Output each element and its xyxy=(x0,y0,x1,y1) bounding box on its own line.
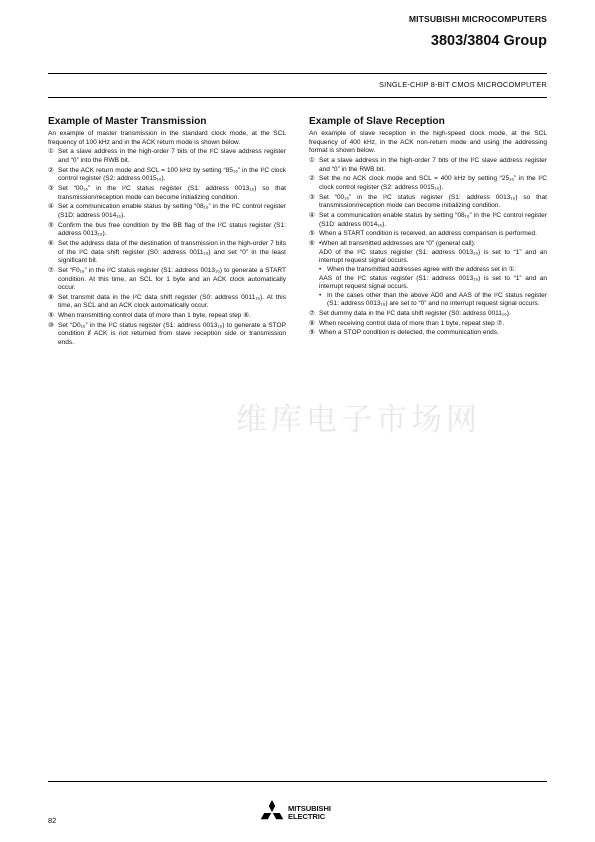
step-number: ② xyxy=(309,175,315,183)
company-logo xyxy=(258,800,331,826)
step-text: Set a communication enable status by setting “08₁₆” in the I²C control register (S1D: address 0014₁₆). xyxy=(319,211,547,228)
step-number: ① xyxy=(309,156,315,164)
step-number: ③ xyxy=(48,184,54,192)
condition-address-match-detail: AAS of the I²C status register (S1: address 0013₁₆) is set to “1” and an interrupt request signal occurs. xyxy=(319,274,547,291)
step-number: ⑥ xyxy=(48,239,54,247)
step-list xyxy=(48,148,286,347)
step-text: Set the address data of the destination of transmission in the high-order 7 bits of the I²C data shift register (S0: address 0011₁₆) and set “0” in the least significant bit. xyxy=(58,239,286,265)
step-number: ⑧ xyxy=(309,319,315,327)
step-item xyxy=(48,312,286,321)
step-item xyxy=(48,167,286,184)
step-text: Set a slave address in the high-order 7 bits of the I²C slave address register and “0” into the RWB bit. xyxy=(58,148,286,164)
step-item xyxy=(48,185,286,202)
condition-general-call: •When all transmitted addresses are “0” (general call): xyxy=(319,239,476,247)
step-text xyxy=(319,240,547,309)
page-number: 82 xyxy=(48,816,57,825)
step-item xyxy=(48,294,286,311)
step-text: When transmitting control data of more than 1 byte, repeat step ⑧. xyxy=(58,312,251,320)
footer-rule xyxy=(48,781,547,782)
step-item xyxy=(48,222,286,239)
step-number: ② xyxy=(48,166,54,174)
logo-wordmark xyxy=(288,805,331,821)
step-number: ⑦ xyxy=(309,310,315,318)
step-number: ① xyxy=(48,148,54,156)
step-number: ④ xyxy=(48,203,54,211)
three-diamonds-icon xyxy=(258,800,286,826)
step-text: Set a communication enable status by setting “08₁₆” in the I²C control register (S1D: address 0014₁₆). xyxy=(58,203,286,219)
master-transmission-column xyxy=(48,116,286,349)
step-list xyxy=(309,157,547,338)
step-text: Set the ACK return mode and SCL = 100 kHz by setting “85₁₆” in the I²C clock control register (S2: address 0015₁₆). xyxy=(58,166,286,183)
step-number: ④ xyxy=(309,211,315,219)
step-text: When a START condition is received, an address comparison is performed. xyxy=(319,230,537,238)
section-intro: An example of master transmission in the standard clock mode, at the SCL frequency of 100 kHz and in the ACK return mode is shown below. xyxy=(48,130,286,146)
header-rule xyxy=(48,73,547,74)
step-item xyxy=(309,212,547,229)
step-text: Set transmit data in the I²C data shift register (S0: address 0011₁₆). At this time, an SCL and an ACK clock automatically occur. xyxy=(58,293,286,310)
step-number: ⑤ xyxy=(48,221,54,229)
step-number: ⑤ xyxy=(309,230,315,238)
step-text: When receiving control data of more than 1 byte, repeat step ⑦. xyxy=(319,319,505,327)
step-text: Set dummy data in the I²C data shift register (S0: address 0011₁₆). xyxy=(319,310,511,318)
step-number: ⑦ xyxy=(48,266,54,274)
step-item xyxy=(309,320,547,329)
logo-line1: MITSUBISHI xyxy=(288,803,331,813)
step-text: Set “00₁₆” in the I²C status register (S1: address 0013₁₆) so that transmission/reception mode can become initializing condition. xyxy=(319,193,547,210)
bullet-icon: • xyxy=(319,291,322,299)
slave-reception-column xyxy=(309,116,547,339)
step-item xyxy=(309,230,547,239)
step-number: ⑨ xyxy=(48,312,54,320)
document-title: 3803/3804 Group xyxy=(430,33,547,49)
section-title: Example of Master Transmission xyxy=(48,116,207,127)
condition-address-match: • When the transmitted addresses agree with the address set in ①: xyxy=(319,265,517,273)
step-item xyxy=(48,148,286,165)
step-item xyxy=(309,157,547,174)
step-item-conditions xyxy=(309,240,547,309)
step-number: ⑨ xyxy=(309,329,315,337)
step-text: Set “F0₁₆” in the I²C status register (S1: address 0013₁₆) to generate a START condition. At this time, an SCL for 1 byte and an ACK clock automatically occur. xyxy=(58,266,286,292)
section-title: Example of Slave Reception xyxy=(309,116,445,127)
step-text: Set the no ACK clock mode and SCL = 400 kHz by setting “25₁₆” in the I²C clock control register (S2: address 0015₁₆). xyxy=(319,175,547,191)
step-item xyxy=(48,203,286,220)
condition-general-call-detail: AD0 of the I²C status register (S1: address 0013₁₆) is set to “1” and an interrupt request signal occurs. xyxy=(319,248,547,265)
step-item xyxy=(48,322,286,348)
step-text: Set “00₁₆” in the I²C status register (S1: address 0013₁₆) so that transmission/reception mode can become initializing condition. xyxy=(58,184,286,201)
condition-other: • In the cases other than the above AD0 and AAS of the I²C status register (S1: address 0013₁₆) are set to “0” and no interrupt request signal occurs. xyxy=(319,291,547,308)
step-number: ⑧ xyxy=(48,293,54,301)
watermark: 维库电子市场网 xyxy=(236,402,481,438)
step-item xyxy=(48,240,286,266)
header-brand: MITSUBISHI MICROCOMPUTERS xyxy=(408,14,547,24)
step-item xyxy=(48,267,286,293)
step-item xyxy=(309,310,547,319)
step-item xyxy=(309,329,547,338)
document-subtitle: SINGLE-CHIP 8-BIT CMOS MICROCOMPUTER xyxy=(378,80,547,89)
step-number: ⑩ xyxy=(48,321,54,329)
header-rule-lower xyxy=(48,97,547,98)
step-number: ③ xyxy=(309,193,315,201)
step-text: Set a slave address in the high-order 7 bits of the I²C slave address register and “0” in the RWB bit. xyxy=(319,156,547,173)
step-number: ⑥ xyxy=(309,239,315,247)
step-text: Set “D0₁₆” in the I²C status register (S1: address 0013₁₆) to generate a STOP condition if ACK is not returned from slave reception side or transmission ends. xyxy=(58,321,286,347)
step-item xyxy=(309,175,547,192)
logo-line2: ELECTRIC xyxy=(288,812,326,821)
step-text: Confirm the bus free condition by the BB flag of the I²C status register (S1: address 0013₁₆). xyxy=(58,221,286,238)
step-text: When a STOP condition is detected, the communication ends. xyxy=(319,329,499,337)
bullet-icon: • xyxy=(319,265,322,273)
section-intro: An example of slave reception in the high-speed clock mode, at the SCL frequency of 400 kHz, in the ACK non-return mode and using the addressing format is shown below. xyxy=(309,130,547,155)
step-item xyxy=(309,194,547,211)
